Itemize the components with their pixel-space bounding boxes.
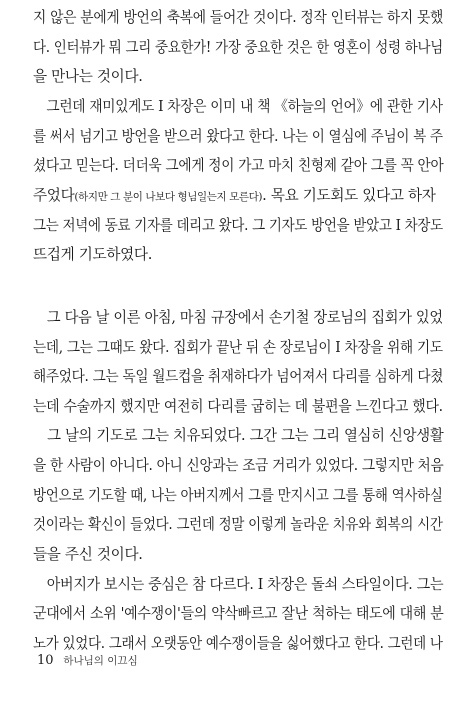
text-line: 셨다고 믿는다. 더더욱 그에게 정이 가고 마치 친형제 같아 그를 꼭 안아 (33, 157, 444, 174)
text-line: 그 날의 기도로 그는 치유되었다. 그간 그는 그리 열심히 신앙생활 (33, 427, 444, 444)
page-number: 10 (37, 653, 54, 668)
text-line (33, 186, 436, 207)
text-line: 그 다음 날 이른 아침, 마침 규장에서 손기철 장로님의 집회가 있었 (33, 309, 443, 326)
text-line: 노가 있었다. 그래서 오랫동안 예수쟁이들을 싫어했다고 한다. 그런데 나 (33, 635, 443, 652)
text-line: 는데 수술까지 했지만 여전히 다리를 굽히는 데 불편을 느낀다고 했다. (33, 398, 443, 415)
text-line: 를 써서 넘기고 방언을 받으러 왔다고 한다. 나는 이 열심에 주님이 복 주 (33, 128, 443, 145)
text-segment: . 목요 기도회도 있다고 하자 (262, 187, 436, 204)
text-line: 다. 인터뷰가 뭐 그리 중요한가! 가장 중요한 것은 한 영혼이 성령 하나님 (33, 39, 443, 56)
text-line: 아버지가 보시는 중심은 참 다르다. I 차장은 돌쇠 스타일이다. 그는 (33, 576, 444, 593)
text-line: 해주었다. 그는 독일 월드컵을 취재하다가 넘어져서 다리를 심하게 다쳤 (33, 368, 444, 385)
text-line: 는데, 그는 그때도 왔다. 집회가 끝난 뒤 손 장로님이 I 차장을 위해 기도 (33, 339, 443, 356)
text-segment: 주었다 (33, 187, 75, 204)
text-line: 을 만나는 것이다. (33, 68, 143, 85)
text-line: 그는 저녁에 동료 기자를 데리고 왔다. 그 기자도 방언을 받았고 I 차장도 (33, 217, 443, 234)
text-line: 을 한 사람이 아니다. 아니 신앙과는 조금 거리가 있었다. 그렇지만 처음 (33, 457, 444, 474)
running-title: 하나님의 이끄심 (63, 655, 138, 667)
text-line: 것이라는 확신이 들었다. 그런데 정말 이렇게 놀라운 치유와 회복의 시간 (33, 516, 443, 533)
text-line: 그런데 재미있게도 I 차장은 이미 내 책 《하늘의 언어》에 관한 기사 (33, 98, 443, 115)
parenthetical-aside: (하지만 그 분이 나보다 형님일는지 모른다) (74, 191, 263, 203)
text-line: 방언으로 기도할 때, 나는 아버지께서 그를 만지시고 그를 통해 역사하실 (33, 487, 443, 504)
text-line: 들을 주신 것이다. (33, 546, 143, 563)
text-line: 지 않은 분에게 방언의 축복에 들어간 것이다. 정작 인터뷰는 하지 못했 (33, 9, 444, 26)
text-line: 뜨겁게 기도하였다. (33, 246, 153, 263)
text-line: 군대에서 소위 '예수쟁이'들의 약삭빠르고 잘난 척하는 태도에 대해 분 (33, 605, 444, 622)
page-footer (37, 653, 138, 668)
